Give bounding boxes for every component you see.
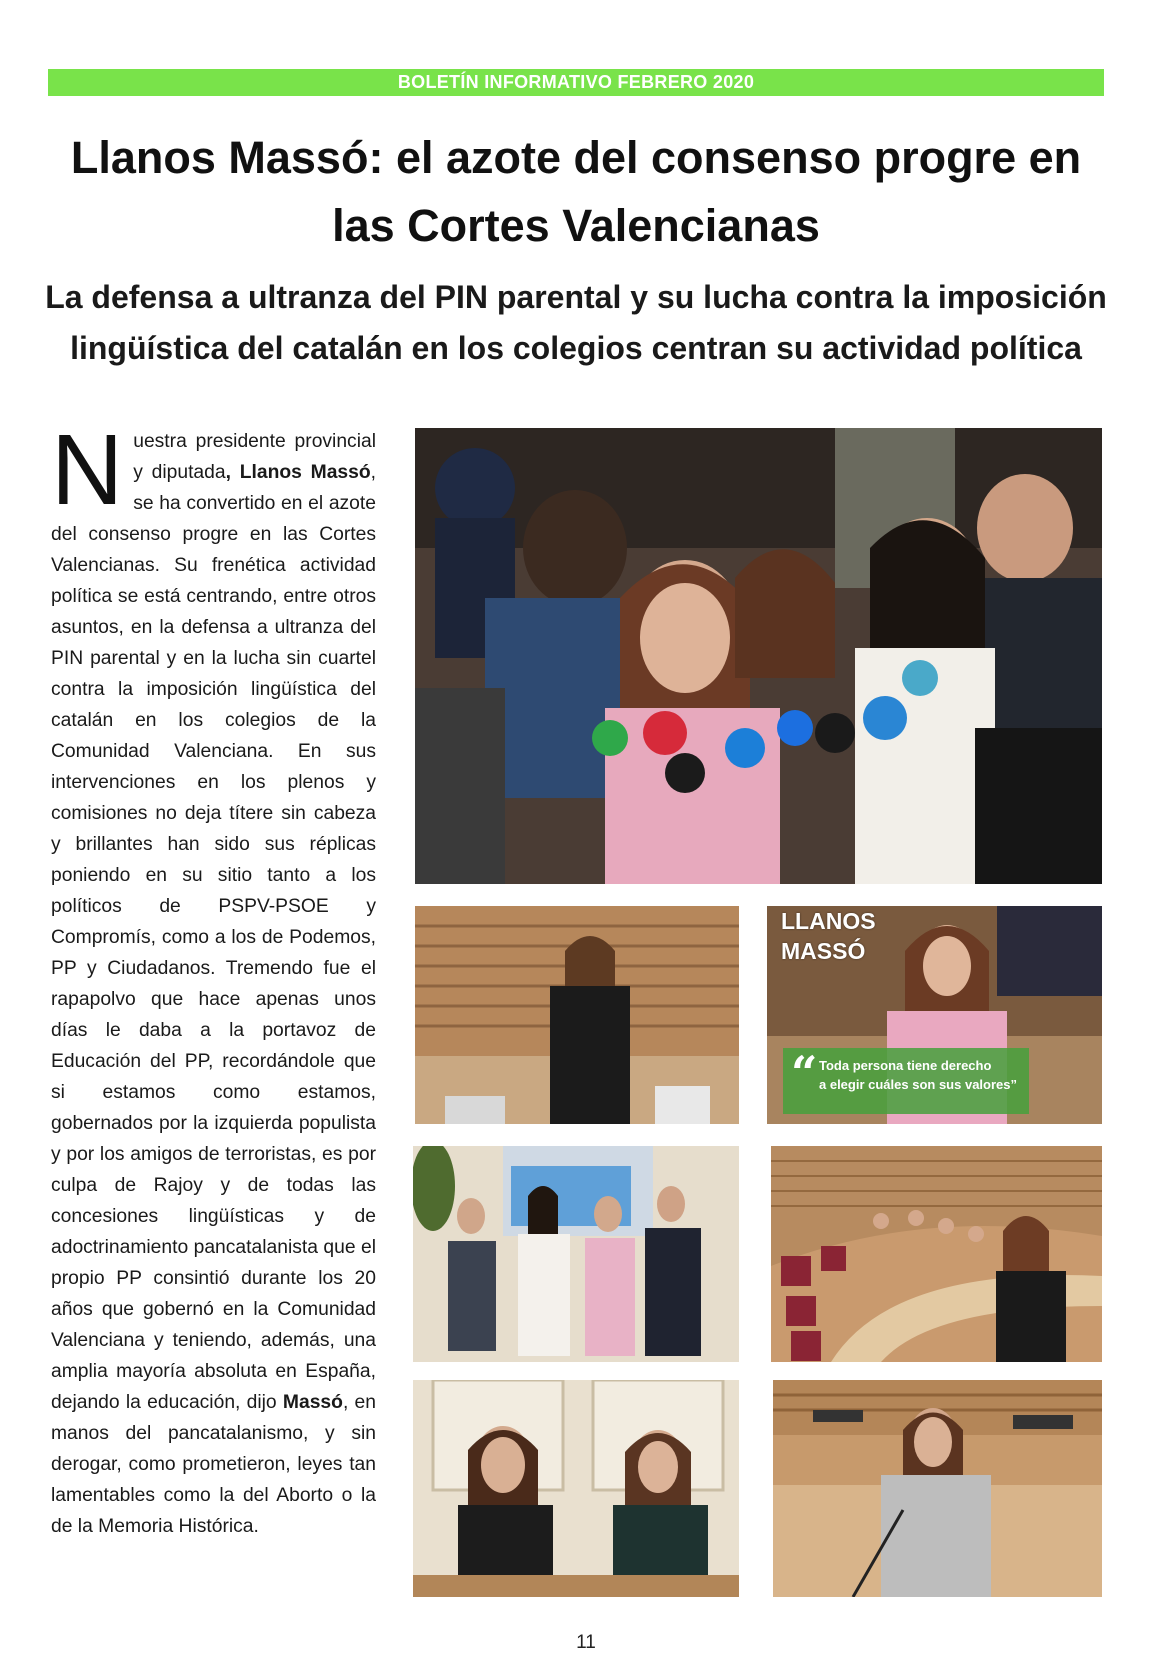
parliament-seat-photo — [415, 906, 739, 1124]
body-text-bold-comma: , — [225, 462, 231, 483]
body-text-name: Massó — [282, 1392, 343, 1413]
overlay-name-line: LLANOS — [781, 908, 876, 934]
press-scrum-photo — [415, 428, 1102, 884]
quote-box — [783, 1048, 1029, 1114]
overlay-name-caption — [781, 906, 876, 966]
quote-line: a elegir cuáles son sus valores” — [819, 1077, 1017, 1092]
newsletter-banner: BOLETÍN INFORMATIVO FEBRERO 2020 — [48, 69, 1104, 96]
microphone-speech-photo — [773, 1380, 1102, 1597]
chamber-photo — [771, 1146, 1102, 1362]
drop-cap: N — [51, 414, 124, 526]
body-text-name: Llanos Massó — [239, 462, 371, 483]
body-text-segment: , en manos del pancatalanismo, y sin derogar, como prometieron, leyes tan lamentables como la del Aborto o la de la Memoria Histórica. — [51, 1392, 376, 1537]
quote-mark: “ — [791, 1046, 818, 1100]
overlay-name-line: MASSÓ — [781, 938, 866, 964]
body-text-segment: , se ha convertido en el azote del consenso progre en las Cortes Valencianas. Su frenética actividad política se está centrando, entre otros asuntos, en la defensa a ultranza del PIN parental y en la lucha sin cuartel contra la imposición lingüística del catalán en los colegios de la Comunidad Valenciana. En sus intervenciones en los plenos y comisiones no deja títere sin cabeza y brillantes han sido sus réplicas poniendo en su sitio tanto a los políticos de PSPV-PSOE y Compromís, como a los de Podemos, PP y Ciudadanos. Tremendo fue el rapapolvo que hace apenas unos días le daba a la portavoz de Educación del PP, recordándole que si estamos como estamos, gobernados por la izquierda populista y por los amigos de terroristas, es por culpa de Rajoy y de todas las concesiones lingüísticas y de adoctrinamiento pancatalanista que el propio PP consintió durante los 20 años que gobernó en la Comunidad Valenciana y teniendo, además, una amplia mayoría absoluta en España, dejando la educación, dijo — [51, 462, 376, 1413]
article-title: Llanos Massó: el azote del consenso progre en las Cortes Valencianas — [70, 132, 1082, 251]
quote-line: Toda persona tiene derecho — [819, 1058, 992, 1073]
seated-photo — [413, 1380, 739, 1597]
body-text-segment: uestra presidente provincial y diputada — [133, 431, 376, 483]
group-photo — [413, 1146, 739, 1362]
tv-quote-photo — [767, 906, 1102, 1124]
article-subtitle: La defensa a ultranza del PIN parental y su lucha contra la imposición lingüística del catalán en los colegios centran su actividad política — [45, 279, 1107, 366]
page-number: 11 — [576, 1632, 596, 1653]
article-body — [51, 414, 376, 1542]
